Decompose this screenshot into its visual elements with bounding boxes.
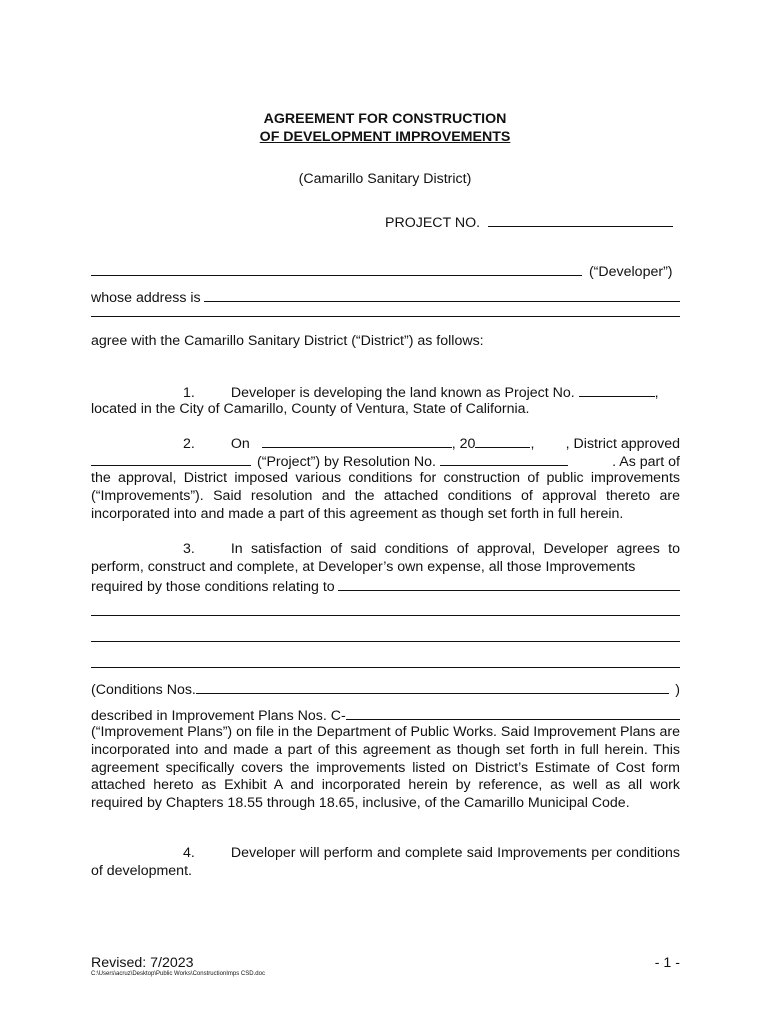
conditions-open: (Conditions Nos. [91,682,196,698]
section-2-on: On [230,436,250,452]
section-2-as-part: . As part of [612,454,680,470]
section-3-blank-line-3[interactable] [91,667,680,668]
section-2-approved-text: , District approved [565,436,680,452]
address-field-2[interactable] [91,316,680,317]
developer-name-field[interactable] [91,262,582,276]
section-4-body: Developer will perform and complete said Improvements per conditions of development. [91,845,680,879]
address-label: whose address is [91,290,201,306]
conditions-close: ) [675,682,680,698]
section-1-project-no-field[interactable] [579,383,655,397]
project-no-field[interactable] [488,213,673,227]
section-3-blank-line-2[interactable] [91,641,680,642]
footer-page-number: - 1 - [654,955,680,971]
section-1-line-1 [91,383,680,403]
project-no-row [385,213,673,233]
section-1-text: Developer is developing the land known as Project No. [230,385,575,401]
described-row [91,706,680,726]
address-field-1[interactable] [204,288,680,302]
improvement-plans-no-field[interactable] [346,706,680,720]
section-2-body: the approval, District imposed various conditions for construction of public improvements (“Improvements”). Said resolution and the attached conditions of approval thereto are incorporated into and made a part of this agreement as though set forth in full herein. [91,470,680,522]
section-3-blank-line-1[interactable] [91,615,680,616]
section-3-body: In satisfaction of said conditions of approval, Developer agrees to perform, construct and complete, at Developer’s own expense, all those Improvements [91,541,680,575]
section-3-body-2: (“Improvement Plans”) on file in the Department of Public Works. Said Improvement Plans are incorporated into and made a part of this agreement as though set forth in full herein. This agreement specifically covers the improvements listed on District’s Estimate of Cost form attached hereto as Exhibit A and incorporated herein by reference, as well as all work required by Chapters 18.55 through 18.65, inclusive, of the Camarillo Municipal Code. [91,724,680,812]
conditions-row [91,680,680,700]
footer-file-path: C:\Users\acruz\Desktop\Public Works\ConstructionImps CSD.doc [91,971,265,977]
section-1-comma: , [654,385,659,401]
section-2-line-1 [91,434,680,454]
project-no-label: PROJECT NO. [385,215,481,231]
title-line-2 [0,129,770,147]
section-2-year-field[interactable] [475,434,530,448]
title-line-1: AGREEMENT FOR CONSTRUCTION [263,111,507,127]
developer-suffix: (“Developer”) [588,264,673,280]
section-3-relating-field[interactable] [338,577,680,591]
section-3-number: 3. [183,541,195,557]
described-text: described in Improvement Plans Nos. C- [91,708,346,724]
section-1-number: 1. [183,385,195,401]
section-2-resolution-field[interactable] [440,452,568,466]
section-4-paragraph [91,845,680,881]
section-2-number: 2. [183,436,195,452]
section-3-paragraph [91,541,680,577]
section-2-approved: , , District approved [530,436,680,452]
conditions-nos-field[interactable] [196,680,669,694]
section-3-relating-row [91,577,680,597]
section-2-line-2 [91,452,680,472]
section-3-relating: required by those conditions relating to [91,579,335,595]
footer-revised: Revised: 7/2023 [91,955,194,971]
title-line-2-text: OF DEVELOPMENT IMPROVEMENTS [259,129,511,145]
address-row [91,288,680,308]
section-2-comma-20: , 20 [451,436,476,452]
section-1-line-2: located in the City of Camarillo, County of Ventura, State of California. [91,401,530,417]
developer-row [91,262,680,282]
section-2-project-by: (“Project”) by Resolution No. [257,454,436,470]
section-4-number: 4. [183,845,195,861]
section-2-project-field[interactable] [91,452,251,466]
section-2-date-field[interactable] [262,434,452,448]
subtitle: (Camarillo Sanitary District) [298,171,472,187]
agree-text: agree with the Camarillo Sanitary District (“District”) as follows: [91,333,484,349]
